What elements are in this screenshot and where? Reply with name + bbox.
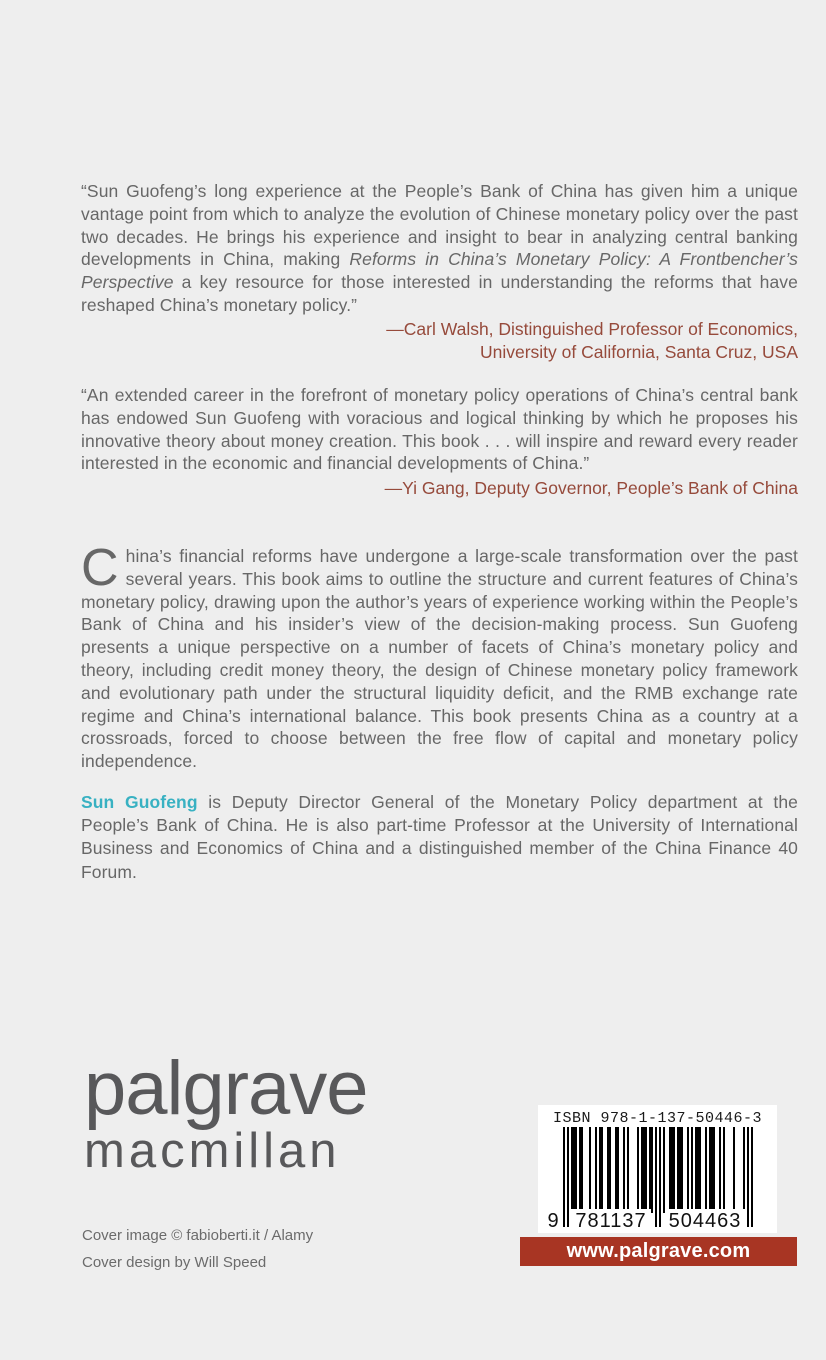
endorsement-quote-2 (81, 384, 798, 475)
isbn-label: ISBN 978-1-137-50446-3 (552, 1110, 763, 1127)
cover-image-credit: Cover image © fabioberti.it / Alamy (82, 1227, 314, 1244)
attribution-1-line-1: —Carl Walsh, Distinguished Professor of Economics, (386, 319, 798, 339)
book-description (81, 539, 798, 773)
author-bio (81, 791, 798, 884)
description-text: hina’s financial reforms have undergone a large-scale transformation over the past several years. This book aims to outline the structure and current features of China’s monetary policy, drawing upon the author’s years of experience working within the People’s Bank of China and his insider’s view of the decision-making process. Sun Guofeng presents a unique perspective on a number of facets of China’s monetary policy and theory, including credit money theory, the design of Chinese monetary policy framework and evolutionary path under the structural liquidity deficit, and the RMB exchange rate regime and China’s international balance. This book presents China as a country at a crossroads, forced to choose between the free flow of capital and monetary policy independence. (81, 546, 798, 772)
publisher-website-bar (520, 1237, 797, 1266)
author-bio-text: is Deputy Director General of the Monetary Policy department at the People’s Bank of China. He is also part-time Professor at the University of International Business and Economics of China and a distinguished member of the China Finance 40 Forum. (81, 792, 798, 882)
attribution-1-line-2: University of California, Santa Cruz, USA (479, 342, 798, 362)
attribution-2-line-1: —Yi Gang, Deputy Governor, People’s Bank of China (384, 478, 798, 498)
quote-2-text: “An extended career in the forefront of monetary policy operations of China’s central bank has endowed Sun Guofeng with voracious and logical thinking by which he proposes his innovative theory about money creation. This book . . . will inspire and reward every reader interested in the economic and financial developments of China.” (81, 385, 798, 474)
drop-cap: C (81, 539, 119, 597)
cover-design-credit: Cover design by Will Speed (82, 1254, 267, 1271)
barcode-digit-group-2: 781137 (571, 1209, 651, 1233)
book-title-italic: Reforms in China’s Monetary Policy: A Frontbencher’s Perspective (81, 249, 798, 293)
publisher-website-url: www.palgrave.com (566, 1240, 751, 1262)
endorsement-attribution-2 (81, 477, 798, 500)
endorsement-attribution-1 (81, 318, 798, 364)
barcode-digit-group-3: 504463 (665, 1209, 745, 1233)
logo-macmillan: macmillan (84, 1124, 341, 1178)
barcode-panel (538, 1105, 777, 1233)
barcode-digit-group-1: 9 (544, 1209, 562, 1233)
endorsement-quote-1 (81, 180, 798, 317)
logo-palgrave: palgrave (84, 1046, 368, 1131)
quote-1-text-end: a key resource for those interested in understanding the reforms that have reshaped China’s monetary policy.” (81, 272, 798, 315)
quote-1-text: “Sun Guofeng’s long experience at the People’s Bank of China has given him a unique vantage point from which to analyze the evolution of Chinese monetary policy over the past two decades. He brings his experience and insight to bear in analyzing central banking developments in China, making (81, 181, 798, 270)
author-name: Sun Guofeng (81, 792, 198, 812)
palgrave-macmillan-logo (84, 1046, 368, 1178)
